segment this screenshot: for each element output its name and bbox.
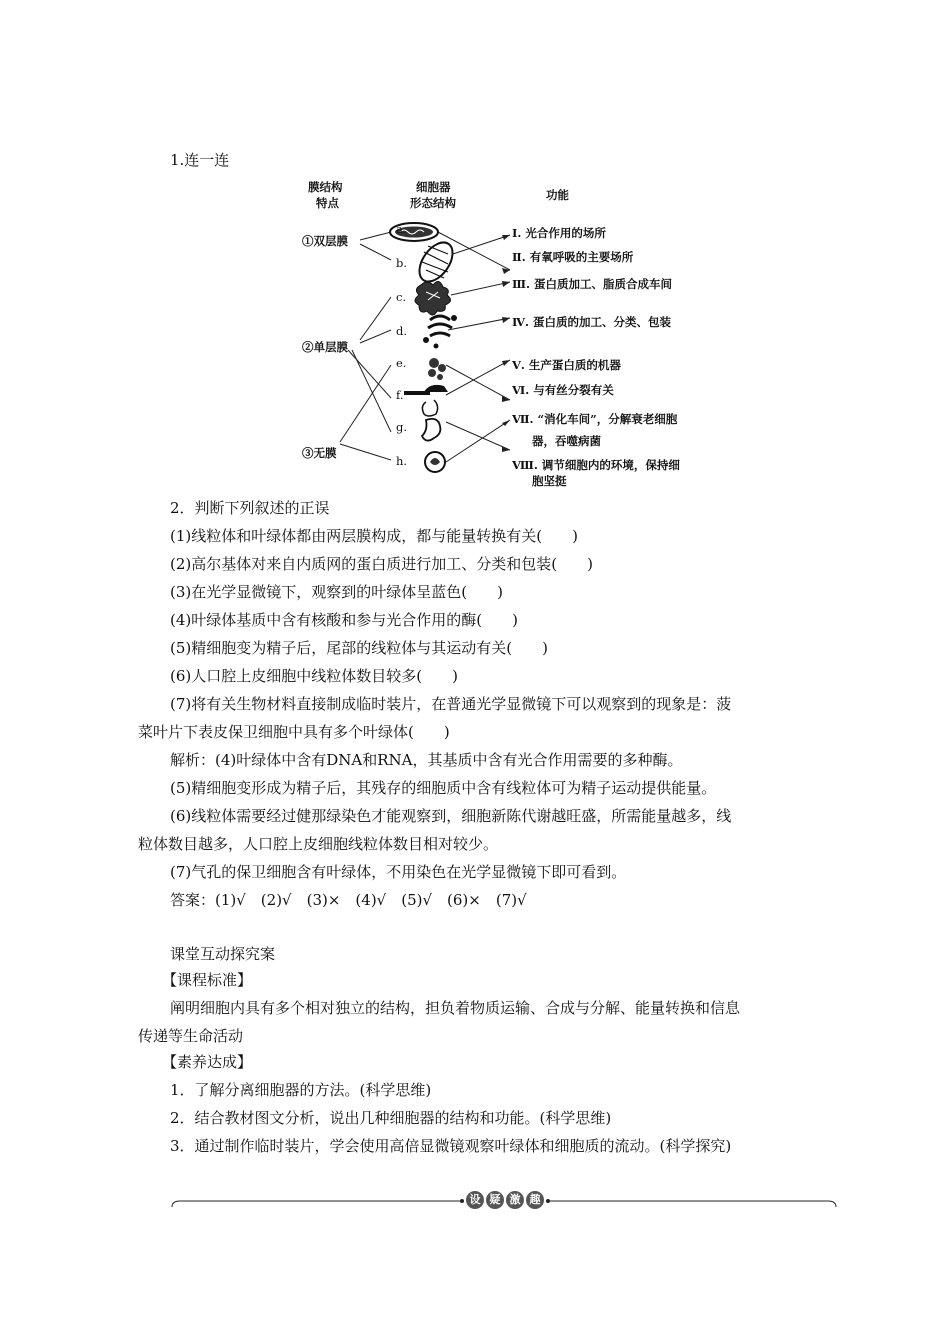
- function-5: Ⅴ. 生产蛋白质的机器: [512, 358, 621, 372]
- statement-7-line2: 菜叶片下表皮保卫细胞中具有多个叶绿体( ): [138, 723, 450, 741]
- header-organelle-line1: 细胞器: [416, 180, 451, 194]
- header-function: 功能: [546, 188, 569, 202]
- course-standard-heading: 【课程标准】: [162, 971, 253, 989]
- organelle-letter-b: b.: [396, 256, 408, 270]
- statement-2: (2)高尔基体对来自内质网的蛋白质进行加工、分类和包装( ): [170, 555, 593, 573]
- function-3: Ⅲ. 蛋白质加工、脂质合成车间: [512, 277, 673, 291]
- function-4: Ⅳ. 蛋白质的加工、分类、包装: [512, 315, 672, 329]
- statement-6: (6)人口腔上皮细胞中线粒体数目较多( ): [170, 667, 458, 685]
- answer-key: 答案：(1)√ (2)√ (3)× (4)√ (5)√ (6)× (7)√: [170, 891, 527, 909]
- statement-4: (4)叶绿体基质中含有核酸和参与光合作用的酶( ): [170, 611, 518, 629]
- organelle-letter-d: d.: [396, 324, 408, 338]
- section1-title: 1.连一连: [170, 151, 230, 169]
- analysis-1: 解析：(4)叶绿体中含有DNA和RNA，其基质中含有光合作用需要的多种酶。: [170, 751, 683, 769]
- vacuole-icon: [425, 452, 445, 472]
- organelle-letter-c: c.: [396, 290, 407, 304]
- organelle-letter-f: f.: [396, 388, 404, 402]
- section2-title: 2．判断下列叙述的正误: [170, 499, 330, 517]
- membrane-none: ③无膜: [302, 446, 337, 460]
- golgi-apparatus-icon: [423, 315, 457, 349]
- statement-7-line1: (7)将有关生物材料直接制成临时装片，在普通光学显微镜下可以观察到的现象是：菠: [170, 695, 732, 713]
- analysis-3-line2: 粒体数目越多，人口腔上皮细胞线粒体数目相对较少。: [138, 835, 499, 853]
- statement-1: (1)线粒体和叶绿体都由两层膜构成，都与能量转换有关( ): [170, 527, 578, 545]
- matching-lines: [296, 170, 696, 490]
- function-7-line2: 器，吞噬病菌: [532, 434, 601, 448]
- function-2: Ⅱ. 有氧呼吸的主要场所: [512, 250, 634, 264]
- header-organelle-line2: 形态结构: [410, 196, 456, 210]
- function-8-line2: 胞坚挺: [532, 474, 567, 488]
- divider-badge: [466, 1191, 546, 1211]
- header-membrane-line1: 膜结构: [308, 180, 343, 194]
- function-8-line1: Ⅷ. 调节细胞内的环境，保持细: [512, 458, 680, 472]
- badge-char-4: 趣: [526, 1191, 544, 1209]
- statement-3: (3)在光学显微镜下，观察到的叶绿体呈蓝色( ): [170, 583, 503, 601]
- badge-char-1: 设: [466, 1191, 484, 1209]
- organelle-letter-a: a.: [396, 222, 407, 236]
- section-divider: [170, 1195, 838, 1209]
- section3-title: 课堂互动探究案: [170, 945, 276, 963]
- membrane-double: ①双层膜: [302, 234, 348, 248]
- course-standard-line1: 阐明细胞内具有多个相对独立的结构，担负着物质运输、合成与分解、能量转换和信息: [170, 999, 741, 1017]
- lysosome-icon: [422, 419, 440, 441]
- centrosome-icon: [404, 385, 448, 416]
- badge-char-2: 疑: [486, 1191, 504, 1209]
- endoplasmic-reticulum-icon: [415, 281, 451, 315]
- function-1: Ⅰ. 光合作用的场所: [512, 226, 606, 240]
- literacy-item-1: 1．了解分离细胞器的方法。(科学思维): [170, 1081, 432, 1099]
- function-7-line1: Ⅶ. “消化车间”，分解衰老细胞: [512, 412, 678, 426]
- organelle-letter-e: e.: [396, 356, 407, 370]
- literacy-item-3: 3．通过制作临时装片，学会使用高倍显微镜观察叶绿体和细胞质的流动。(科学探究): [170, 1137, 732, 1155]
- analysis-4: (7)气孔的保卫细胞含有叶绿体，不用染色在光学显微镜下即可看到。: [170, 863, 627, 881]
- organelle-letter-h: h.: [396, 454, 408, 468]
- function-6: Ⅵ. 与有丝分裂有关: [512, 383, 614, 397]
- ribosome-icon: [428, 358, 446, 380]
- badge-char-3: 激: [506, 1191, 524, 1209]
- matching-figure: [296, 170, 696, 490]
- literacy-heading: 【素养达成】: [162, 1053, 253, 1071]
- header-membrane-line2: 特点: [316, 196, 339, 210]
- statement-5: (5)精细胞变为精子后，尾部的线粒体与其运动有关( ): [170, 639, 548, 657]
- analysis-3-line1: (6)线粒体需要经过健那绿染色才能观察到，细胞新陈代谢越旺盛，所需能量越多，线: [170, 807, 732, 825]
- organelle-letter-g: g.: [396, 420, 408, 434]
- literacy-item-2: 2．结合教材图文分析，说出几种细胞器的结构和功能。(科学思维): [170, 1109, 612, 1127]
- course-standard-line2: 传递等生命活动: [138, 1027, 244, 1045]
- analysis-2: (5)精细胞变形成为精子后，其残存的细胞质中含有线粒体可为精子运动提供能量。: [170, 779, 717, 797]
- mitochondrion-icon: [413, 237, 460, 288]
- membrane-single: ②单层膜: [302, 340, 348, 354]
